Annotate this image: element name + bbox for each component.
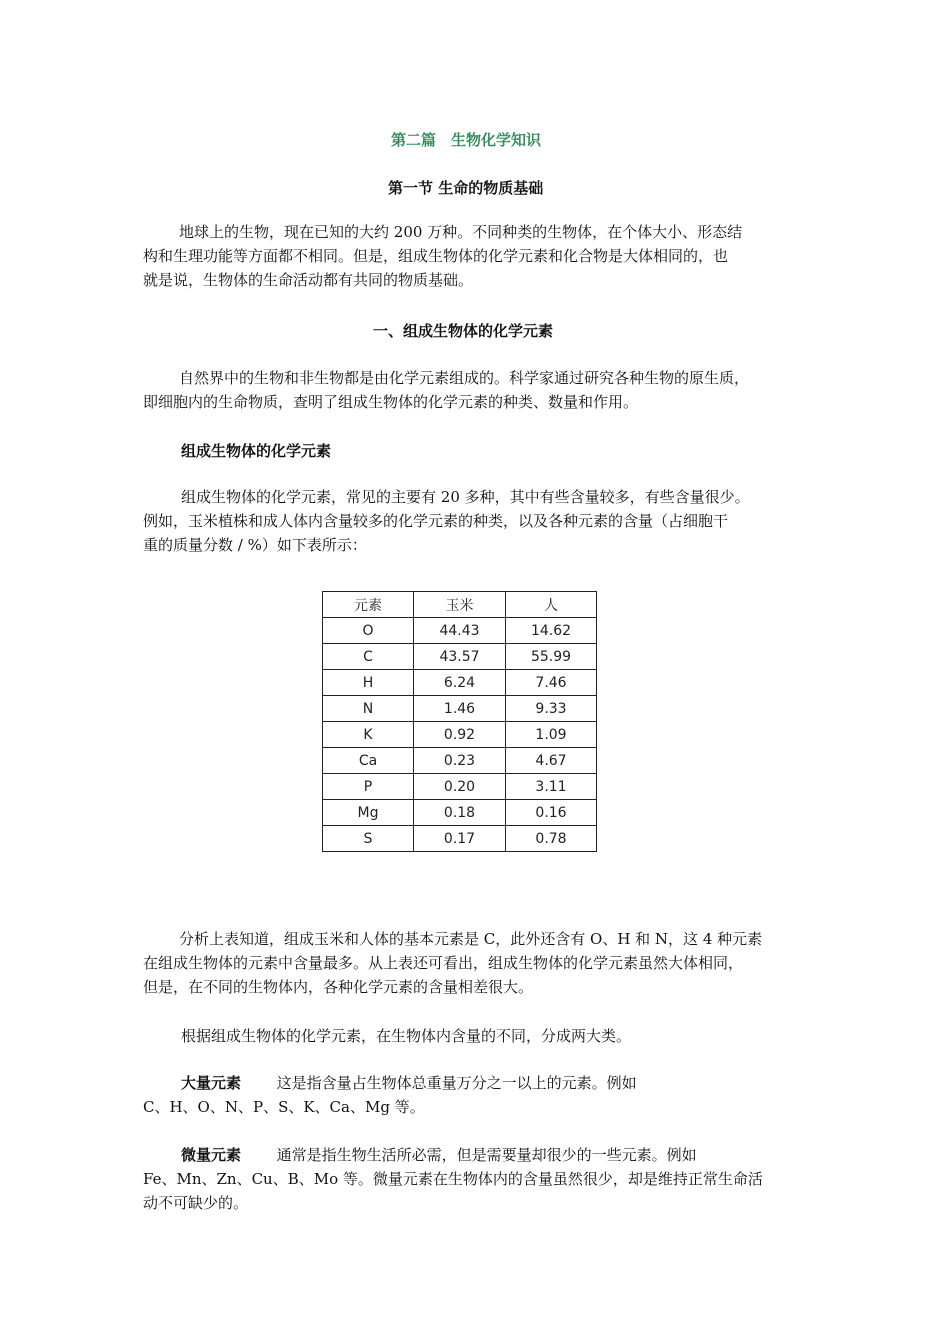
table-cell: 14.62 [506, 618, 597, 644]
text-line: 就是说，生物体的生命活动都有共同的物质基础。 [143, 271, 474, 289]
text-line: 动不可缺少的。 [143, 1194, 249, 1212]
table-cell: 1.46 [414, 696, 506, 722]
table-cell: O [323, 618, 414, 644]
macro-element-definition [143, 1071, 637, 1119]
text-line: 自然界中的生物和非生物都是由化学元素组成的。科学家通过研究各种生物的原生质， [179, 369, 750, 387]
text-line: 但是，在不同的生物体内，各种化学元素的含量相差很大。 [143, 978, 534, 996]
text-line: 在组成生物体的元素中含量最多。从上表还可看出，组成生物体的化学元素虽然大体相同， [143, 954, 744, 972]
table-cell: S [323, 826, 414, 852]
micro-element-definition [143, 1143, 763, 1215]
table-cell: Mg [323, 800, 414, 826]
paragraph-3 [143, 927, 762, 999]
table-cell: Ca [323, 748, 414, 774]
doc-title: 第二篇 生物化学知识 [391, 131, 542, 149]
table-row [323, 722, 597, 748]
table-cell: 9.33 [506, 696, 597, 722]
table-header-cell: 人 [506, 592, 597, 618]
table-cell: 44.43 [414, 618, 506, 644]
text-line: 即细胞内的生命物质，查明了组成生物体的化学元素的种类、数量和作用。 [143, 393, 639, 411]
text-line: 构和生理功能等方面都不相同。但是，组成生物体的化学元素和化合物是大体相同的，也 [143, 247, 729, 265]
table-row [323, 826, 597, 852]
text-line: C、H、O、N、P、S、K、Ca、Mg 等。 [143, 1098, 425, 1116]
micro-element-term: 微量元素 [181, 1146, 242, 1164]
text-line: 通常是指生物生活所必需，但是需要量却很少的一些元素。例如 [276, 1146, 697, 1164]
table-cell: 55.99 [506, 644, 597, 670]
table-header-cell: 玉米 [414, 592, 506, 618]
table-cell: 3.11 [506, 774, 597, 800]
macro-element-term: 大量元素 [181, 1074, 242, 1092]
text-line: Fe、Mn、Zn、Cu、B、Mo 等。微量元素在生物体内的含量虽然很少，却是维持正常生命活 [143, 1170, 763, 1188]
text-line: 分析上表知道，组成玉米和人体的基本元素是 C，此外还含有 O、H 和 N，这 4 种元素 [179, 930, 763, 948]
table-row [323, 774, 597, 800]
paragraph-1 [143, 366, 749, 414]
table-row [323, 800, 597, 826]
table-cell: N [323, 696, 414, 722]
paragraph-4: 根据组成生物体的化学元素，在生物体内含量的不同，分成两大类。 [181, 1027, 632, 1045]
table-cell: 43.57 [414, 644, 506, 670]
table-cell: 0.20 [414, 774, 506, 800]
subheading: 组成生物体的化学元素 [181, 442, 332, 460]
table-cell: 7.46 [506, 670, 597, 696]
table-header-row [323, 592, 597, 618]
table-row [323, 696, 597, 722]
table-cell: 4.67 [506, 748, 597, 774]
table-cell: C [323, 644, 414, 670]
table-cell: 0.17 [414, 826, 506, 852]
section-title: 第一节 生命的物质基础 [388, 179, 544, 197]
intro-paragraph [143, 220, 742, 292]
text-line: 例如，玉米植株和成人体内含量较多的化学元素的种类，以及各种元素的含量（占细胞干 [143, 512, 729, 530]
table-row [323, 670, 597, 696]
table-header-cell: 元素 [323, 592, 414, 618]
text-line: 地球上的生物，现在已知的大约 200 万种。不同种类的生物体，在个体大小、形态结 [179, 223, 743, 241]
table-row [323, 644, 597, 670]
table-cell: 0.23 [414, 748, 506, 774]
table-cell: 6.24 [414, 670, 506, 696]
table-cell: 0.16 [506, 800, 597, 826]
text-line: 组成生物体的化学元素，常见的主要有 20 多种，其中有些含量较多，有些含量很少。 [181, 488, 750, 506]
table-cell: 1.09 [506, 722, 597, 748]
table-row [323, 618, 597, 644]
paragraph-2 [143, 485, 750, 557]
table-row [323, 748, 597, 774]
table-cell: H [323, 670, 414, 696]
table-cell: 0.92 [414, 722, 506, 748]
table-cell: K [323, 722, 414, 748]
table-cell: 0.78 [506, 826, 597, 852]
element-table [322, 591, 597, 852]
heading-1: 一、组成生物体的化学元素 [373, 322, 554, 340]
text-line: 这是指含量占生物体总重量万分之一以上的元素。例如 [276, 1074, 637, 1092]
table-cell: P [323, 774, 414, 800]
text-line: 重的质量分数 / %）如下表所示： [143, 536, 367, 554]
table-cell: 0.18 [414, 800, 506, 826]
